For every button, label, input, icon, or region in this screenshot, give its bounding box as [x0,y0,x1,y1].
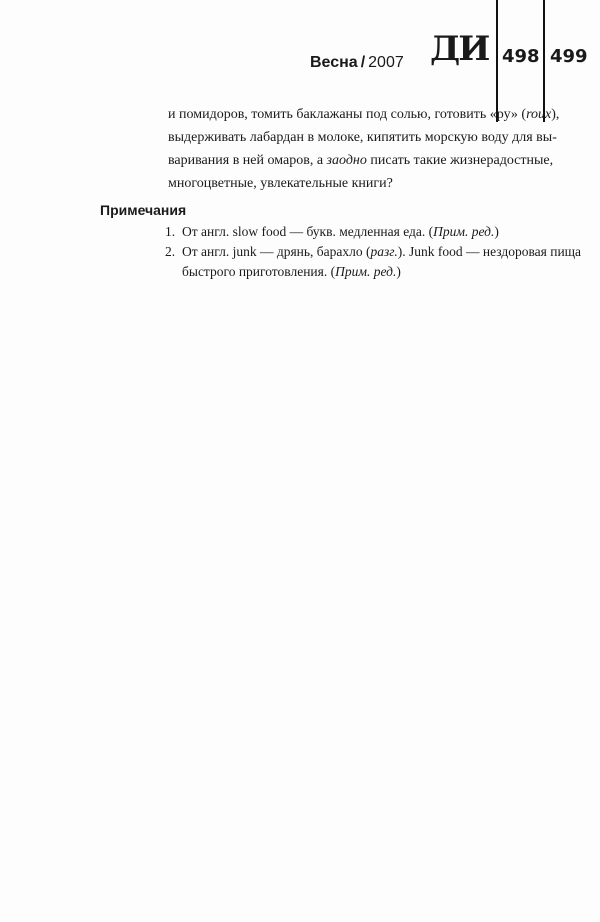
note-item: 1. От англ. slow food — букв. медленная еда. (Прим. ред.) [165,222,585,242]
issue-slash: / [360,54,366,71]
page-header [0,29,600,94]
page-number-left: 498 [502,46,540,67]
body-line: многоцветные, увлекательные книги? [168,176,393,191]
body-line: выдерживать лабардан в молоке, кипятить морскую воду для вы- [168,130,557,145]
issue-season: Весна [310,54,358,71]
issue-label [310,54,404,72]
magazine-logo: ДИ [430,29,489,69]
notes-heading: Примечания [100,202,187,218]
body-line: и помидоров, томить баклажаны под солью, готовить «ру» (roux), [168,107,560,122]
page-number-right: 499 [550,46,588,67]
notes-list [165,222,585,282]
note-number: 1. [165,224,176,239]
note-number: 2. [165,244,176,259]
body-line: варивания в ней омаров, а заодно писать такие жизнерадостные, [168,153,554,168]
note-item: 2. От англ. junk — дрянь, барахло (разг.). Junk food — нездоровая пища быстрого приготовления. (Прим. ред.) [165,244,582,279]
issue-year: 2007 [368,54,404,71]
body-paragraph [168,103,586,195]
